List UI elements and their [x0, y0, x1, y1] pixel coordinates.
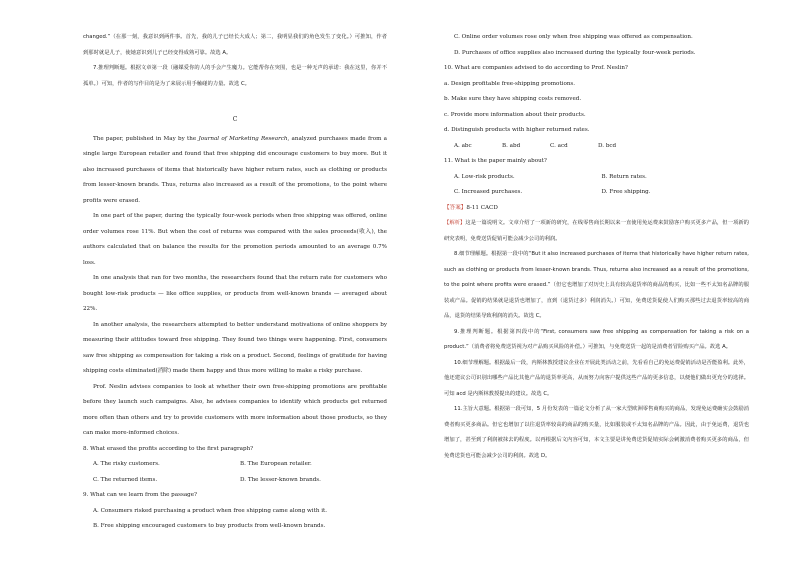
passage-paragraph-1-rest: , analyzed purchases made from a single large European retailer and found that free shipping did encourage customers to buy more. But it also increased purchases of items that historically have higher return rates, such as clothing or products from lesser-known brands. Thus, returns also increased as a result of the promotions, to the point where profits were erased.	[83, 135, 387, 204]
answer-line	[444, 201, 749, 217]
passage-paragraph-1-start: The paper, published in May by the	[93, 135, 199, 142]
question-10-choice-b: B. abd	[502, 142, 521, 149]
passage-paragraph-1	[83, 132, 387, 210]
question-10-item-c: c. Provide more information about their products.	[444, 111, 586, 118]
question-11-options-row-1	[444, 170, 749, 186]
question-8-option-c: C. The returned items.	[93, 476, 158, 483]
question-11-option-a: A. Low-risk products.	[454, 173, 515, 180]
right-column	[444, 30, 749, 464]
question-10-choice-a: A. abc	[454, 142, 472, 149]
answer-explanation-6: changed.”（在那一刻，我意识到两件事。首先，我的儿子已经长大成人；第二，我明显我们的角色发生了变化。）可推知，作者到那时就是儿子，使她意识到儿子已经变得成熟可靠。故选 A。	[83, 34, 387, 56]
left-column	[83, 30, 387, 535]
question-9-option-b: B. Free shipping encouraged customers to buy products from well-known brands.	[93, 523, 326, 529]
passage-paragraph-5: Prof. Neslin advises companies to look at whether their own free-shipping promotions are profitable before they launch such campaigns. Also, he advises companies to identify which products get returned more often than others and try to provide customers with more information about those products, so they can make more-informed choices.	[83, 383, 387, 436]
passage-paragraph-3: In one analysis that ran for two months, the researchers found that the return rate for customers who bought low-risk products — like office supplies, or products from well-known brands — averaged about 22%.	[83, 275, 387, 312]
question-10: 10. What are companies advised to do according to Prof. Neslin?	[444, 65, 628, 71]
question-8-option-d: D. The lesser-known brands.	[240, 476, 321, 483]
question-9-option-d: D. Purchases of office supplies also increased during the typically four-week periods.	[454, 49, 696, 56]
question-10-choices	[444, 139, 749, 155]
question-11-option-d: D. Free shipping.	[601, 189, 651, 195]
answer-explanation-7: 7.推理判断题。根据文章第一段（融媒爱你的人的手会产生魔力。它能帮你在突围，也是一种无声的承诺：我在这里，你并不孤单。）可知，作者的写作目的是为了来展示用手触碰的力量。故选 C。	[83, 65, 387, 87]
analysis-text: 这是一篇说明文。文章介绍了一项新的研究，在线零售商长期以来一直使用免运费来鼓励客户购买更多产品，但一项新的研究表明，免费送货促销可能会减少公司的利润。	[444, 220, 749, 242]
question-10-item-b: b. Make sure they have shipping costs removed.	[444, 96, 582, 102]
passage-paragraph-2: In one part of the paper, during the typically four-week periods when free shipping was offered, online order volumes rose 11%. But when the cost of returns was compared with the sales proceeds(收入), the authors calculated that on balance the results for the promotion periods amounted to an average 0.7% loss.	[83, 213, 387, 266]
answer-key: 8-11 CACD	[466, 204, 498, 211]
explanation-11: 11.主旨大意题。根据第一段可知，5 月份发表的一篇论文分析了从一家大型欧洲零售商购买的商品，发现免运费确实会鼓励消费者购买更多商品。但它也增加了以往退货率较高的商品的购买量，比如服装或不太知名品牌的产品。因此，由于免运费，退货也增加了，甚至到了利润被抹去的程度。以再根据后文内容可知，本文主要是讲免费送货促销实际会刺激消费者购买更多的商品，但免费送货也可能会减少公司的利润。故选 D。	[444, 406, 749, 459]
answer-tag: 【答案】	[444, 204, 467, 211]
explanation-10: 10.细节理解题。根据最后一段，内斯林教授建议企业在开展此类活动之前，先看看自己的免运费促销活动是否能盈利。此外，他还建议公司识别出哪些产品比其他产品的退货率更高，从而努力向客户提供这些产品的更多信息，以便他们做出更充分的选择。可知 acd 是内斯林教授提出的建议。故选 C。	[444, 359, 749, 397]
question-10-item-d: d. Distinguish products with higher returned rates.	[444, 127, 590, 133]
section-heading: C	[232, 116, 238, 123]
passage-paragraph-4: In another analysis, the researchers attempted to better understand motivations of online shoppers by measuring their attitudes toward free shipping. They found two things were happening. First, consumers saw free shipping as compensation for taking a risk on a product. Second, feelings of gratitude for having shipping costs eliminated(消除) made them happy and thus more willing to make a risky purchase.	[83, 321, 387, 374]
analysis-intro	[444, 216, 749, 247]
explanation-8: 8.细节理解题。根据第一段中的“But it also increased purchases of items that historically have higher return rates, such as clothing or products from lesser-known brands. Thus, returns also increased as a result of the promotions, to the point where profits were erased.”（但它也增加了对历史上具有较高退货率的商品的购买，比如一些不太知名品牌的服装或产品。促销的结果就是退货也增加了，直到（退货过多）利润消失。）可知，免费送货促使人们购买那些过去退货率较高的商品，退货的结果导致利润的消失。故选 C。	[444, 251, 749, 319]
question-9-option-c: C. Online order volumes rose only when free shipping was offered as compensation.	[454, 34, 693, 40]
question-8-option-b: B. The European retailer.	[240, 461, 312, 467]
question-10-item-a: a. Design profitable free-shipping promotions.	[444, 80, 576, 87]
question-8: 8. What erased the profits according to the first paragraph?	[83, 445, 254, 452]
question-8-options-row-1	[83, 457, 387, 473]
question-9-option-a: A. Consumers risked purchasing a product when free shipping came along with it.	[93, 507, 328, 514]
question-8-option-a: A. The risky customers.	[93, 461, 160, 467]
question-11-options-row-2	[444, 185, 749, 201]
question-11: 11. What is the paper mainly about?	[444, 158, 547, 164]
question-11-option-b: B. Return rates.	[601, 173, 647, 180]
explanation-9: 9.推理判断题。根据第四段中的“First, consumers saw free shipping as compensation for taking a risk on a product.”（消费者将免费送货视为对产品购买风险的补偿。）可推知，与免费送货一起的是消费者冒险购买产品。故选 A。	[444, 328, 749, 350]
journal-name: Journal of Marketing Research	[198, 135, 288, 142]
question-11-option-c: C. Increased purchases.	[454, 189, 523, 195]
question-9: 9. What can we learn from the passage?	[83, 492, 198, 498]
question-10-choice-d: D. bcd	[598, 142, 617, 149]
question-8-options-row-2	[83, 473, 387, 489]
question-10-choice-c: C. acd	[550, 142, 568, 149]
analysis-tag: 【解析】	[444, 220, 466, 226]
